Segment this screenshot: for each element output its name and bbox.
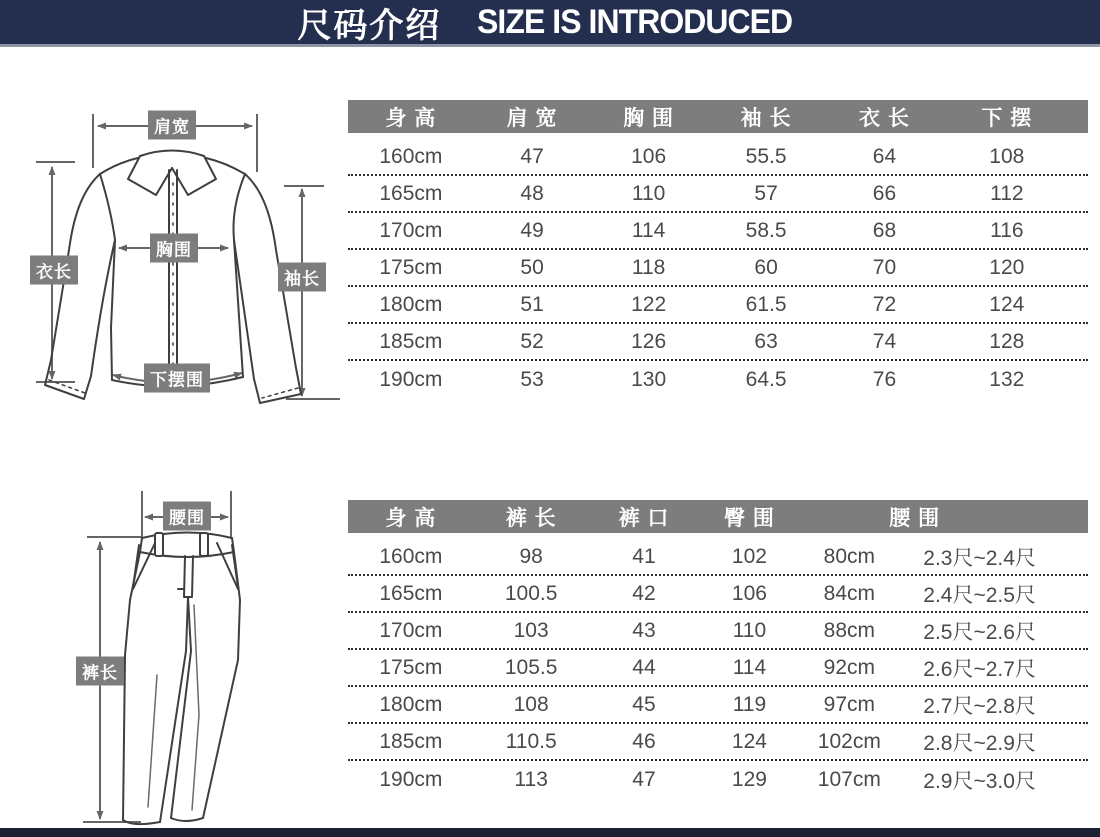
table-cell: 84cm: [823, 581, 875, 605]
table-header-row: [348, 500, 1088, 533]
table-cell: 124: [989, 292, 1025, 316]
sleeve-length-label: 袖长: [278, 263, 326, 292]
table-cell: 2.8尺~2.9尺: [923, 731, 1036, 755]
table-cell: 103: [513, 618, 549, 642]
table-cell: 107cm: [817, 767, 881, 791]
table-cell: 120: [989, 255, 1025, 279]
table-cell: 42: [632, 581, 656, 605]
table-cell: 124: [731, 729, 767, 753]
table-body: [348, 139, 1088, 398]
column-header: 袖 长: [740, 106, 792, 130]
table-cell: 88cm: [823, 618, 875, 642]
table-cell: 51: [520, 292, 544, 316]
table-cell: 2.6尺~2.7尺: [923, 657, 1036, 681]
table-row: [348, 539, 1088, 576]
table-header-row: [348, 100, 1088, 133]
table-cell: 64: [872, 144, 897, 168]
table-cell: 170cm: [379, 618, 443, 642]
table-cell: 52: [520, 329, 544, 353]
table-cell: 106: [731, 581, 767, 605]
table-cell: 110.5: [505, 729, 557, 753]
table-cell: 70: [872, 255, 897, 279]
title-bar: [0, 0, 1100, 47]
table-cell: 132: [989, 367, 1025, 391]
chest-label: 胸围: [150, 234, 198, 263]
table-cell: 185cm: [379, 729, 443, 753]
table-cell: 64.5: [745, 367, 787, 391]
pants-size-table: [348, 500, 1088, 798]
table-cell: 66: [872, 181, 897, 205]
table-cell: 46: [632, 729, 656, 753]
table-row: [348, 650, 1088, 687]
table-cell: 100.5: [504, 581, 558, 605]
table-cell: 114: [631, 218, 666, 242]
table-cell: 80cm: [823, 544, 875, 568]
table-cell: 126: [631, 329, 667, 353]
table-cell: 43: [632, 618, 656, 642]
table-cell: 129: [731, 767, 767, 791]
table-cell: 110: [631, 181, 666, 205]
shirt-size-table: [348, 100, 1088, 398]
table-row: [348, 687, 1088, 724]
table-cell: 105.5: [504, 655, 558, 679]
table-row: [348, 250, 1088, 287]
table-row: [348, 724, 1088, 761]
table-cell: 175cm: [379, 255, 443, 279]
column-header: 下 摆: [981, 106, 1033, 130]
table-cell: 116: [990, 218, 1024, 242]
table-cell: 2.9尺~3.0尺: [923, 769, 1036, 793]
table-cell: 98: [519, 544, 543, 568]
column-header: 胸 围: [623, 106, 675, 130]
table-cell: 47: [632, 767, 656, 791]
table-cell: 53: [520, 367, 544, 391]
column-header: 肩 宽: [506, 106, 558, 130]
column-header: 身 高: [385, 506, 437, 530]
table-cell: 48: [520, 181, 544, 205]
table-cell: 165cm: [379, 581, 443, 605]
table-cell: 72: [872, 292, 897, 316]
table-cell: 76: [872, 367, 897, 391]
table-cell: 160cm: [379, 144, 443, 168]
table-cell: 50: [520, 255, 544, 279]
table-cell: 108: [989, 144, 1025, 168]
table-row: [348, 287, 1088, 324]
table-cell: 44: [632, 655, 656, 679]
table-cell: 185cm: [379, 329, 443, 353]
table-cell: 190cm: [379, 767, 443, 791]
table-cell: 74: [872, 329, 897, 353]
garment-length-label: 衣长: [30, 256, 78, 285]
column-header: 衣 长: [859, 106, 910, 130]
table-cell: 118: [631, 255, 666, 279]
column-header: 裤 长: [505, 506, 557, 530]
pants-outline: [123, 533, 240, 825]
waist-label: 腰围: [163, 502, 211, 531]
table-row: [348, 139, 1088, 176]
table-cell: 2.4尺~2.5尺: [923, 583, 1036, 607]
table-cell: 45: [632, 692, 656, 716]
table-row: [348, 576, 1088, 613]
column-header: 臀 围: [724, 506, 775, 530]
table-row: [348, 361, 1088, 398]
hem-label: 下摆围: [144, 364, 210, 393]
table-cell: 130: [631, 367, 667, 391]
column-header: 裤 口: [618, 506, 670, 530]
table-row: [348, 324, 1088, 361]
table-cell: 113: [514, 767, 548, 791]
table-row: [348, 213, 1088, 250]
table-cell: 47: [520, 144, 544, 168]
table-row: [348, 761, 1088, 798]
page-title-chinese: 尺码介绍: [297, 6, 442, 45]
table-cell: 61.5: [745, 292, 787, 316]
table-cell: 49: [520, 218, 544, 242]
table-cell: 114: [732, 655, 767, 679]
column-header: 腰 围: [889, 506, 941, 530]
table-cell: 180cm: [379, 692, 443, 716]
table-cell: 108: [513, 692, 549, 716]
table-cell: 2.3尺~2.4尺: [923, 546, 1036, 570]
table-cell: 97cm: [823, 692, 875, 716]
table-cell: 60: [754, 255, 778, 279]
table-cell: 63: [754, 329, 778, 353]
table-cell: 68: [872, 218, 897, 242]
pant-length-label: 裤长: [76, 657, 124, 686]
table-cell: 190cm: [379, 367, 443, 391]
table-cell: 102: [731, 544, 767, 568]
table-cell: 128: [989, 329, 1025, 353]
table-cell: 180cm: [379, 292, 443, 316]
table-cell: 102cm: [817, 729, 881, 753]
table-cell: 119: [732, 692, 767, 716]
table-cell: 112: [990, 181, 1024, 205]
table-cell: 58.5: [745, 218, 787, 242]
table-cell: 165cm: [379, 181, 443, 205]
shoulder-width-label: 肩宽: [148, 111, 196, 140]
table-body: [348, 539, 1088, 798]
table-cell: 110: [732, 618, 767, 642]
table-cell: 57: [754, 181, 778, 205]
table-row: [348, 613, 1088, 650]
table-cell: 175cm: [379, 655, 443, 679]
page-title-english: SIZE IS INTRODUCED: [477, 2, 793, 41]
table-cell: 55.5: [745, 144, 787, 168]
table-cell: 122: [631, 292, 667, 316]
table-cell: 170cm: [379, 218, 443, 242]
table-cell: 41: [632, 544, 656, 568]
table-cell: 92cm: [823, 655, 875, 679]
table-cell: 106: [631, 144, 667, 168]
table-cell: 2.5尺~2.6尺: [923, 620, 1036, 644]
column-header: 身 高: [385, 106, 437, 130]
table-cell: 160cm: [379, 544, 443, 568]
table-row: [348, 176, 1088, 213]
table-cell: 2.7尺~2.8尺: [923, 694, 1036, 718]
